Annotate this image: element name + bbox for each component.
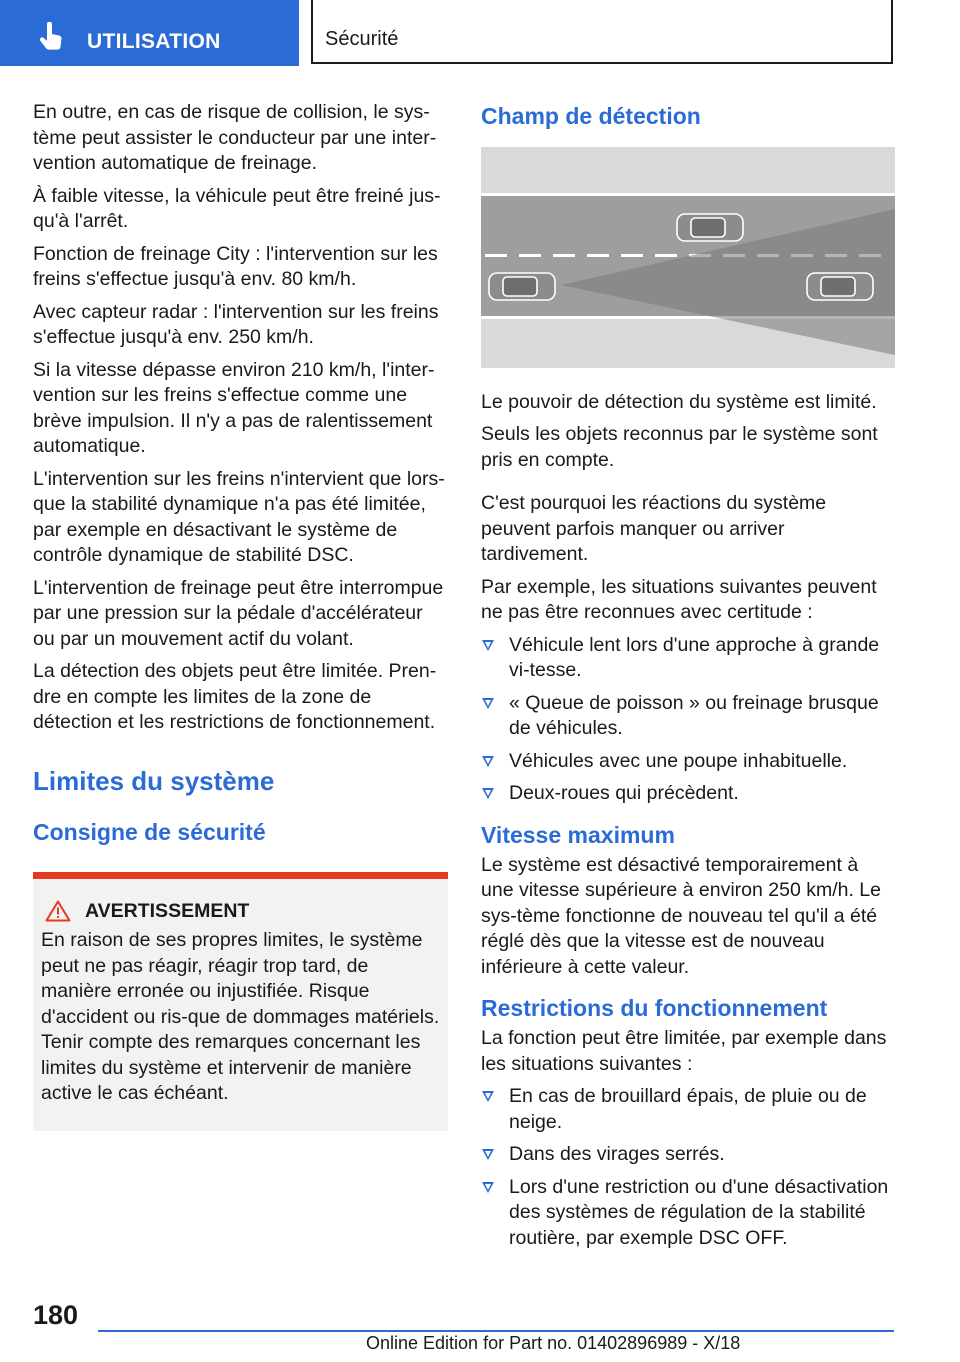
- bullet-triangle-icon: [482, 756, 494, 767]
- edition-label: Online Edition for Part no. 01402896989 - X/18: [366, 1333, 741, 1353]
- chapter-tab-label: UTILISATION: [87, 30, 221, 53]
- heading-safety-notice: Consigne de sécurité: [33, 818, 266, 845]
- list-item: Véhicules avec une poupe inhabituelle.: [481, 749, 895, 775]
- paragraph: La fonction peut être limitée, par exemple dans les situations suivantes :: [481, 1027, 887, 1075]
- warning-text: En raison de ses propres limites, le système peut ne pas réagir, réagir trop tard, de manière erronée ou injustifiée. Risque d'accident ou ris-que de dommages matériels. Tenir compte des remarques concernant les limites du système et intervenir de manière active le cas échéant.: [41, 929, 440, 1104]
- list-item: Lors d'une restriction ou d'une désactivation des systèmes de régulation de la stabilité routière, par exemple DSC OFF.: [481, 1175, 895, 1252]
- car-ahead-left-lane: [677, 214, 743, 241]
- heading-max-speed: Vitesse maximum: [481, 821, 675, 848]
- list-item: En cas de brouillard épais, de pluie ou de neige.: [481, 1084, 895, 1135]
- paragraph: Le système est désactivé temporairement à une vitesse supérieure à environ 250 km/h. Le sys-tème fonctionne de nouveau tel qu'il a été réglé dès que la vitesse est de nouveau inférieure à cette valeur.: [481, 853, 881, 978]
- car-ahead-same-lane: [807, 273, 873, 300]
- footer-divider: [98, 1330, 894, 1332]
- warning-title: AVERTISSEMENT: [85, 899, 250, 922]
- bullet-triangle-icon: [482, 788, 494, 799]
- heading-detection-field: Champ de détection: [481, 103, 701, 129]
- section-header: [311, 0, 893, 64]
- paragraph: L'intervention sur les freins n'intervient que lors-que la stabilité dynamique n'a pas été limitée, par exemple en désactivant le système de contrôle dynamique de stabilité DSC.: [33, 467, 445, 566]
- list-item: « Queue de poisson » ou freinage brusque de véhicules.: [481, 691, 895, 742]
- left-column: [33, 100, 448, 1131]
- warning-triangle-icon: [45, 900, 71, 922]
- paragraph: Par exemple, les situations suivantes peuvent ne pas être reconnues avec certitude :: [481, 575, 877, 623]
- paragraph: Avec capteur radar : l'intervention sur les freins s'effectue jusqu'à env. 250 km/h.: [33, 300, 439, 348]
- situations-list: [481, 633, 895, 807]
- bullet-triangle-icon: [482, 1091, 494, 1102]
- list-item: Dans des virages serrés.: [481, 1142, 895, 1168]
- car-own: [489, 273, 555, 300]
- hand-pointer-icon: [38, 22, 64, 52]
- heading-limits: Limites du système: [33, 765, 275, 796]
- right-column: [481, 100, 895, 1258]
- page-number: 180: [33, 1300, 79, 1330]
- bullet-triangle-icon: [482, 1149, 494, 1160]
- bullet-triangle-icon: [482, 640, 494, 651]
- paragraph: L'intervention de freinage peut être interrompue par une pression sur la pédale d'accélérateur ou par un mouvement actif du volant.: [33, 576, 444, 650]
- paragraph: Si la vitesse dépasse environ 210 km/h, l'inter-vention sur les freins s'effectue comme une brève impulsion. Il n'y a pas de ralentissement automatique.: [33, 358, 435, 457]
- paragraph: Fonction de freinage City : l'intervention sur les freins s'effectue jusqu'à env. 80 km/h.: [33, 242, 438, 290]
- chapter-tab[interactable]: [0, 0, 299, 66]
- paragraph: La détection des objets peut être limitée. Pren-dre en compte les limites de la zone de détection et les restrictions de fonctionnement.: [33, 660, 437, 733]
- warning-title-row: [41, 899, 440, 925]
- paragraph: C'est pourquoi les réactions du système peuvent parfois manquer ou arriver tardivement.: [481, 492, 827, 565]
- section-title: Sécurité: [325, 28, 399, 50]
- detection-field-illustration: [481, 147, 895, 368]
- list-item: Véhicule lent lors d'une approche à grande vi-tesse.: [481, 633, 895, 684]
- paragraph: En outre, en cas de risque de collision, le sys-tème peut assister le conducteur par une inter-vention automatique de freinage.: [33, 101, 437, 174]
- heading-restrictions: Restrictions du fonctionnement: [481, 995, 828, 1021]
- bullet-triangle-icon: [482, 1182, 494, 1193]
- bullet-triangle-icon: [482, 698, 494, 709]
- warning-box: [33, 872, 448, 1131]
- paragraph: Seuls les objets reconnus par le système sont pris en compte.: [481, 423, 878, 471]
- restrictions-list: [481, 1084, 895, 1251]
- paragraph: À faible vitesse, la véhicule peut être freiné jus-qu'à l'arrêt.: [33, 184, 441, 232]
- paragraph: Le pouvoir de détection du système est limité.: [481, 390, 877, 413]
- list-item: Deux-roues qui précèdent.: [481, 781, 895, 807]
